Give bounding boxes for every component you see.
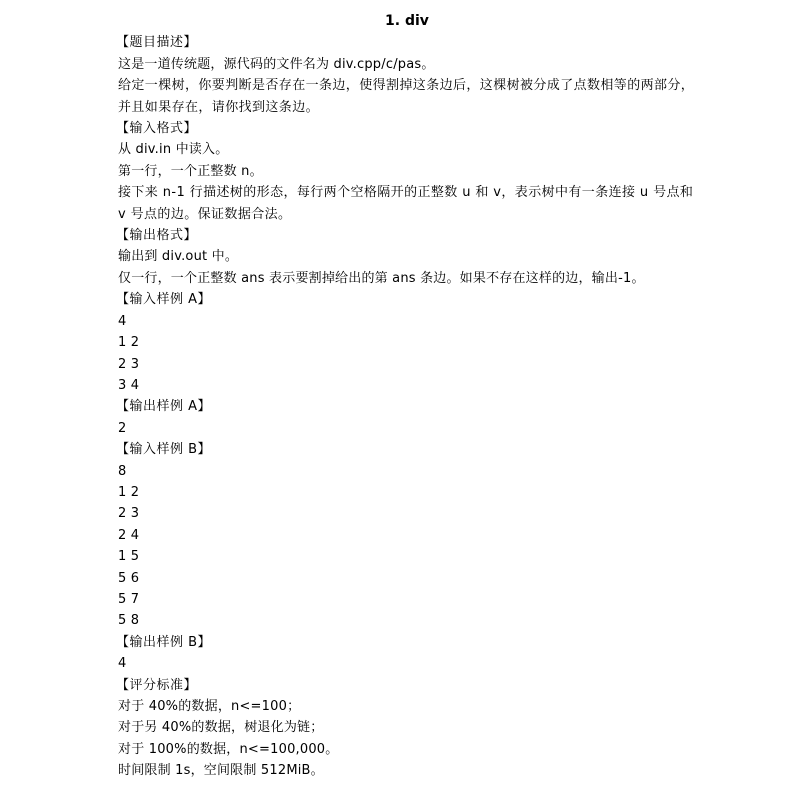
sample-input-a-line: 1 2 [118,335,140,351]
output-format-heading: 【输出格式】 [116,228,198,244]
sample-input-b-line: 5 7 [118,591,140,607]
sample-input-b-heading: 【输入样例 B】 [116,442,212,458]
output-format-line: 输出到 div.out 中。 [118,249,239,265]
scoring-line: 时间限制 1s，空间限制 512MiB。 [118,763,324,779]
sample-output-b-line: 4 [118,656,127,672]
sample-input-a-line: 4 [118,313,127,329]
sample-output-b-heading: 【输出样例 B】 [116,634,212,650]
sample-input-b-line: 8 [118,463,127,479]
sample-input-b-line: 2 3 [118,506,140,522]
sample-input-a-line: 3 4 [118,377,140,393]
description-line: 这是一道传统题，源代码的文件名为 div.cpp/c/pas。 [118,56,435,72]
scoring-line: 对于 40%的数据，n<=100； [118,699,301,714]
sample-input-b-line: 1 2 [118,484,140,500]
sample-input-b-line: 5 6 [118,570,140,586]
sample-output-a-line: 2 [118,420,127,436]
scoring-line: 对于 100%的数据，n<=100,000。 [118,741,339,757]
sample-input-b-line: 5 8 [118,613,140,629]
problem-statement [118,11,698,782]
input-format-paragraph: 接下来 n-1 行描述树的形态，每行两个空格隔开的正整数 u 和 v，表示树中有一条连接 u 号点和 v 号点的边。保证数据合法。 [118,185,694,222]
problem-title: 1. div [385,13,429,29]
sample-input-a-line: 2 3 [118,356,140,372]
scoring-line: 对于另 40%的数据，树退化为链； [118,720,324,736]
sample-output-a-heading: 【输出样例 A】 [116,399,212,415]
input-format-line: 从 div.in 中读入。 [118,142,229,158]
scoring-heading: 【评分标准】 [116,677,198,693]
description-paragraph: 给定一棵树，你要判断是否存在一条边，使得割掉这条边后，这棵树被分成了点数相等的两部分，并且如果存在，请你找到这条边。 [118,78,695,115]
description-heading: 【题目描述】 [116,35,198,51]
output-format-line: 仅一行，一个正整数 ans 表示要割掉给出的第 ans 条边。如果不存在这样的边，输出-1。 [118,270,645,286]
input-format-line: 第一行，一个正整数 n。 [118,163,263,179]
sample-input-b-line: 2 4 [118,527,140,543]
input-format-heading: 【输入格式】 [116,121,198,137]
sample-input-a-heading: 【输入样例 A】 [116,292,212,308]
sample-input-b-line: 1 5 [118,549,140,565]
